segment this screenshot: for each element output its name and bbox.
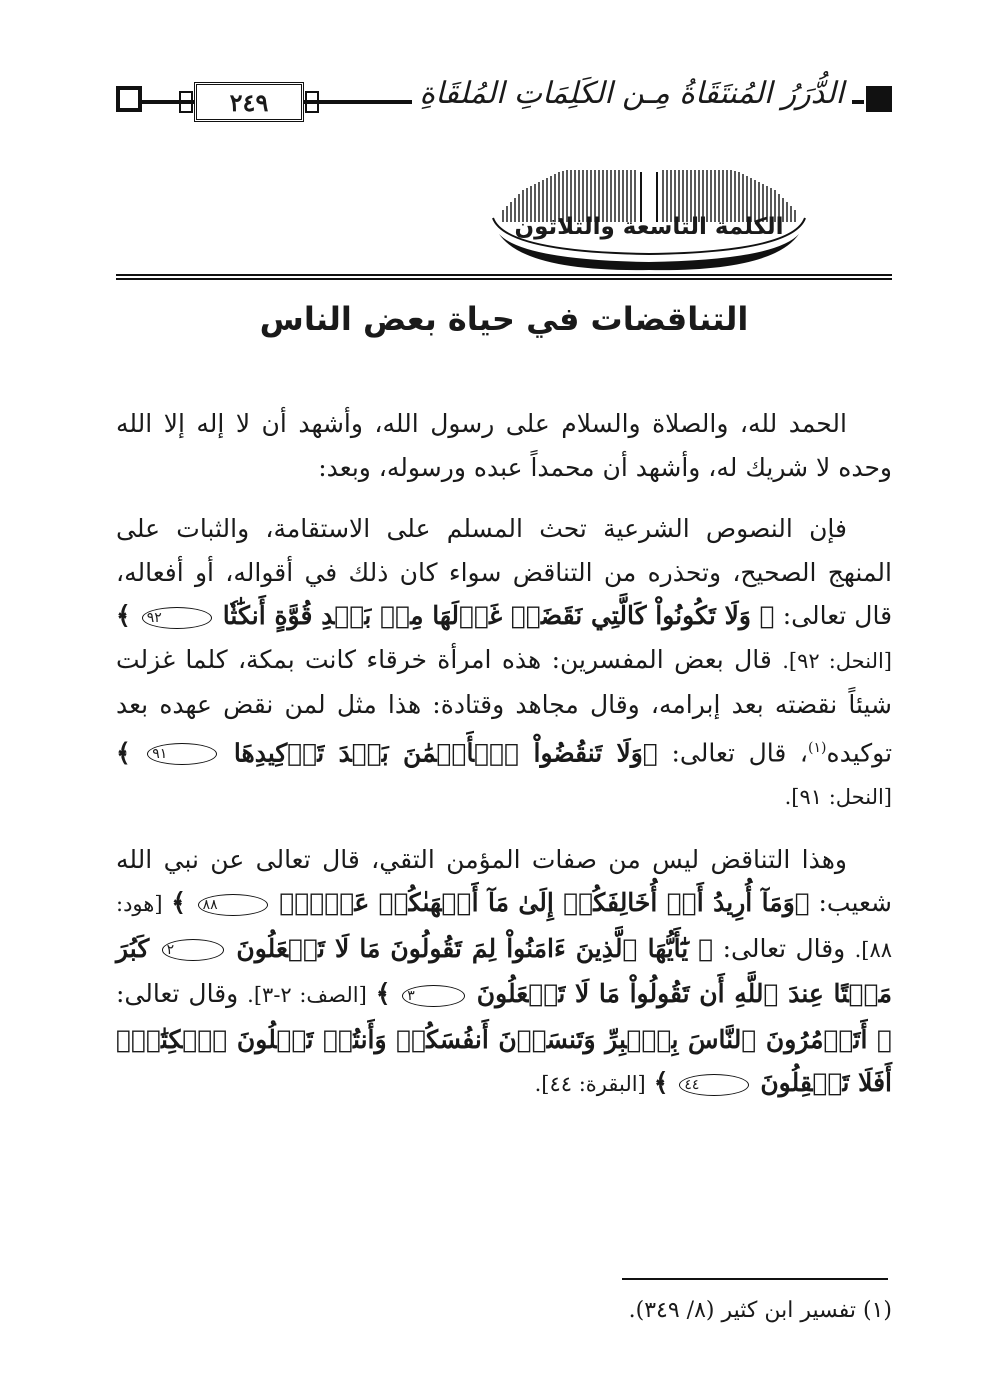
verse-number: ٤٤ — [679, 1074, 749, 1096]
quran-verse-hud-88: ﴿وَمَآ أُرِيدُ أَنۡ أُخَالِفَكُمۡ إِلَىٰ مَآ أَنۡهَىٰكُمۡ عَنۡهُۚ — [279, 888, 810, 918]
quran-bracket-close: ﴾ — [653, 1068, 669, 1098]
chapter-label: الكلمة التاسعة والثلاثون — [514, 214, 784, 240]
verse-number: ٢ — [162, 939, 225, 961]
quran-verse-saff-3: كَبُرَ مَقۡتًا عِندَ ٱللَّهِ أَن تَقُولُواْ مَا لَا تَفۡعَلُونَ — [116, 933, 893, 1009]
book-title: الدُّرَرُ المُنتَقَاةُ مِـن الكَلِمَاتِ المُلقَاةِ — [412, 76, 852, 111]
p2-text-1: فإن النصوص الشرعية تحث المسلم على الاستقامة، والثبات على المنهج الصحيح، وتحذره من التناقض سواء كان ذلك في أقواله، أو أفعاله، قال تعالى: — [116, 514, 893, 630]
p2-text-2: قال بعض المفسرين: هذه امرأة خرقاء كانت بمكة، كلما غزلت شيئاً نقضته بعد إبرامه، وقال مجاهد وقتادة: هذا مثل لمن نقض عهده بعد توكيده — [116, 644, 893, 767]
quran-bracket-close: ﴾ — [116, 601, 131, 630]
quran-verse-nahl-91: ﴿وَلَا تَنقُضُواْ ٱلۡأَيۡمَٰنَ بَعۡدَ تَوۡكِيدِهَا — [233, 737, 658, 767]
paragraph-2 — [116, 507, 892, 820]
verse-reference: [هود: ٨٨]. — [116, 892, 892, 962]
verse-reference: [النحل: ٩١]. — [784, 785, 892, 810]
header-divider — [116, 274, 892, 280]
p3-text-2: وقال تعالى: — [722, 933, 846, 963]
page-title: التناقضات في حياة بعض الناس — [259, 300, 749, 338]
quran-verse-baqara-44: ﴿ أَتَأۡمُرُونَ ٱلنَّاسَ بِٱلۡبِرِّ وَتَنسَوۡنَ أَنفُسَكُمۡ وَأَنتُمۡ تَتۡلُونَ ٱلۡكِتَٰبَۚ أَفَلَا تَعۡقِلُونَ — [116, 1024, 892, 1098]
verse-number: ٩١ — [147, 743, 217, 765]
body-text — [116, 402, 892, 1125]
quran-verse-nahl-92: ﴿ وَلَا تَكُونُواْ كَالَّتِي نَقَضَتۡ غَزۡلَهَا مِنۢ بَعۡدِ قُوَّةٍ أَنكَٰثٗا — [222, 601, 775, 630]
page-header — [116, 74, 892, 130]
verse-reference: [البقرة: ٤٤]. — [534, 1072, 646, 1097]
verse-reference: [النحل: ٩٢]. — [782, 648, 892, 673]
quran-bracket-close: ﴾ — [171, 888, 186, 918]
verse-number: ٣ — [402, 985, 465, 1007]
footnote: (١) تفسير ابن كثير (٨/ ٣٤٩). — [628, 1298, 892, 1323]
page-number: ٢٤٩ — [194, 82, 304, 122]
verse-number: ٩٢ — [142, 607, 212, 629]
chapter-banner — [485, 168, 813, 272]
paragraph-3 — [116, 838, 892, 1107]
p3-text-1: وهذا التناقض ليس من صفات المؤمن التقي، قال تعالى عن نبي الله شعيب: — [116, 844, 892, 918]
footnote-divider — [622, 1278, 888, 1280]
footnote-marker: (١) — [808, 739, 827, 756]
p3-text-3: وقال تعالى: — [116, 979, 239, 1009]
header-square-left — [116, 86, 142, 112]
p2-text-3: ، قال تعالى: — [671, 737, 809, 767]
quran-bracket-close: ﴾ — [375, 979, 391, 1009]
header-square-right — [866, 86, 892, 112]
quran-bracket-close: ﴾ — [116, 737, 131, 767]
paragraph-intro: الحمد لله، والصلاة والسلام على رسول الله، وأشهد أن لا إله إلا الله وحده لا شريك له، وأشهد أن محمداً عبده ورسوله، وبعد: — [116, 409, 892, 482]
verse-number: ٨٨ — [198, 894, 268, 916]
quran-verse-saff-2: ﴿ يَٰٓأَيُّهَا ٱلَّذِينَ ءَامَنُواْ لِمَ تَقُولُونَ مَا لَا تَفۡعَلُونَ — [236, 933, 714, 963]
verse-reference: [الصف: ٢-٣]. — [247, 983, 367, 1008]
